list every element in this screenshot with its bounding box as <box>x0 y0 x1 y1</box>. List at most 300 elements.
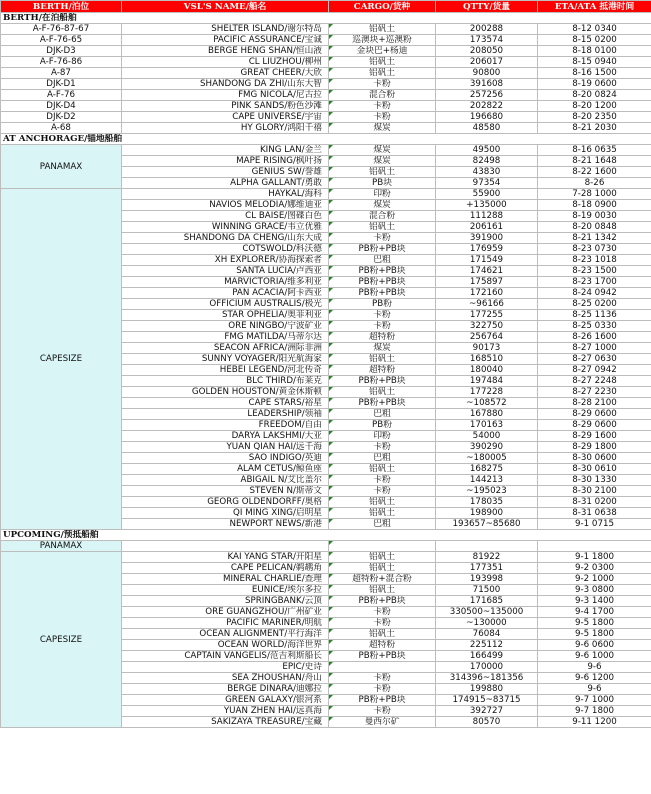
cargo-cell[interactable] <box>329 277 436 288</box>
eta-cell[interactable]: 9-6 <box>538 662 651 673</box>
vessel-name-cell[interactable]: SEACON AFRICA/洲际非洲 <box>122 343 329 354</box>
eta-cell[interactable]: 9-7 1800 <box>538 706 651 717</box>
cargo-cell[interactable] <box>329 46 436 57</box>
vessel-name-cell[interactable]: SANTA LUCIA/卢西亚 <box>122 266 329 277</box>
quantity-cell[interactable]: ~96166 <box>436 299 538 310</box>
table-row <box>1 123 651 134</box>
vessel-name-cell[interactable]: XH EXPLORER/协海探索者 <box>122 255 329 266</box>
quantity-cell[interactable]: 168510 <box>436 354 538 365</box>
cargo-cell[interactable] <box>329 68 436 79</box>
quantity-cell[interactable]: 90173 <box>436 343 538 354</box>
cargo-text: 卡粉 <box>373 112 391 122</box>
cargo-cell[interactable] <box>329 244 436 255</box>
quantity-cell[interactable]: ~195023 <box>436 486 538 497</box>
header-vessel-name[interactable]: VSL'S NAME/船名 <box>122 1 329 13</box>
vessel-name-cell[interactable]: SHANDONG DA ZHI/山东大智 <box>122 79 329 90</box>
vessel-class-cell[interactable]: PANAMAX <box>1 145 122 189</box>
eta-cell[interactable]: 8-18 0100 <box>538 46 651 57</box>
eta-cell[interactable]: 8-20 2350 <box>538 112 651 123</box>
eta-cell[interactable]: 8-31 0200 <box>538 497 651 508</box>
eta-cell[interactable]: 9-5 1800 <box>538 618 651 629</box>
eta-cell[interactable]: 9-3 0800 <box>538 585 651 596</box>
quantity-cell[interactable]: 54000 <box>436 431 538 442</box>
cargo-text: 铝矾土 <box>368 508 396 518</box>
vessel-name-cell[interactable]: WINNING GRACE/韦立优雅 <box>122 222 329 233</box>
quantity-cell[interactable]: 206017 <box>436 57 538 68</box>
eta-cell[interactable]: 9-6 <box>538 684 651 695</box>
cell-comment-marker <box>329 552 333 556</box>
eta-cell[interactable]: 9-5 1800 <box>538 629 651 640</box>
quantity-cell[interactable] <box>436 541 538 552</box>
cargo-cell[interactable] <box>329 321 436 332</box>
cell-comment-marker <box>329 420 333 424</box>
quantity-cell[interactable]: 111288 <box>436 211 538 222</box>
vessel-name-cell[interactable]: CAPE STARS/裕星 <box>122 398 329 409</box>
table-row <box>1 101 651 112</box>
eta-cell[interactable]: 8-23 1018 <box>538 255 651 266</box>
quantity-cell[interactable]: 176959 <box>436 244 538 255</box>
cell-comment-marker <box>329 354 333 358</box>
eta-cell[interactable]: 8-16 0635 <box>538 145 651 156</box>
quantity-cell[interactable]: 49500 <box>436 145 538 156</box>
eta-cell[interactable]: 8-26 <box>538 178 651 189</box>
berth-cell[interactable]: A-F-76-86 <box>1 57 122 68</box>
eta-cell[interactable]: 9-4 1700 <box>538 607 651 618</box>
quantity-cell[interactable]: 81922 <box>436 552 538 563</box>
cargo-cell[interactable] <box>329 585 436 596</box>
cargo-cell[interactable] <box>329 310 436 321</box>
berth-cell[interactable]: A-F-76-87-67 <box>1 24 122 35</box>
cargo-cell[interactable] <box>329 354 436 365</box>
vessel-name-cell[interactable]: GENIUS SW/誉雄 <box>122 167 329 178</box>
quantity-cell[interactable]: 197484 <box>436 376 538 387</box>
eta-cell[interactable]: 9-6 0600 <box>538 640 651 651</box>
eta-cell[interactable]: 9-6 1000 <box>538 651 651 662</box>
quantity-cell[interactable]: 202822 <box>436 101 538 112</box>
cargo-text: PB块 <box>372 178 392 188</box>
cargo-cell[interactable] <box>329 156 436 167</box>
cargo-cell[interactable] <box>329 123 436 134</box>
cargo-cell[interactable] <box>329 167 436 178</box>
cargo-text: PB粉+PB块 <box>358 288 406 298</box>
eta-cell[interactable]: 9-7 1000 <box>538 695 651 706</box>
section-header-row <box>1 134 651 145</box>
vessel-name-cell[interactable]: GREEN GALAXY/银河系 <box>122 695 329 706</box>
vessel-name-cell[interactable]: OCEAN WORLD/海洋世界 <box>122 640 329 651</box>
cargo-cell[interactable] <box>329 189 436 200</box>
vessel-name-cell[interactable]: KING LAN/金兰 <box>122 145 329 156</box>
eta-cell[interactable]: 8-31 0638 <box>538 508 651 519</box>
cargo-cell[interactable] <box>329 695 436 706</box>
eta-cell[interactable]: 8-23 1700 <box>538 277 651 288</box>
eta-cell[interactable]: 8-25 1136 <box>538 310 651 321</box>
berth-cell[interactable]: DJK-D3 <box>1 46 122 57</box>
berth-cell[interactable]: A-F-76-65 <box>1 35 122 46</box>
quantity-cell[interactable]: 391608 <box>436 79 538 90</box>
eta-cell[interactable]: 8-29 0600 <box>538 409 651 420</box>
vessel-name-cell[interactable]: ORE NINGBO/宁波矿业 <box>122 321 329 332</box>
eta-cell[interactable]: 8-20 1200 <box>538 101 651 112</box>
eta-cell[interactable]: 8-20 0848 <box>538 222 651 233</box>
vessel-name-cell[interactable]: YUAN ZHEN HAI/远真海 <box>122 706 329 717</box>
cargo-cell[interactable] <box>329 497 436 508</box>
eta-cell[interactable]: 8-30 0600 <box>538 453 651 464</box>
eta-cell[interactable]: 8-26 1600 <box>538 332 651 343</box>
vessel-name-cell[interactable]: OCEAN ALIGNMENT/平行海洋 <box>122 629 329 640</box>
vessel-name-cell[interactable]: CAPE UNIVERSE/宇宙 <box>122 112 329 123</box>
vessel-name-cell[interactable]: MAPE RISING/枫叶扬 <box>122 156 329 167</box>
eta-cell[interactable]: 8-27 2230 <box>538 387 651 398</box>
cargo-cell[interactable] <box>329 387 436 398</box>
quantity-cell[interactable]: 170000 <box>436 662 538 673</box>
berth-cell[interactable]: DJK-D4 <box>1 101 122 112</box>
cargo-cell[interactable] <box>329 409 436 420</box>
cargo-text: 煤炭 <box>373 145 391 155</box>
cargo-cell[interactable] <box>329 343 436 354</box>
eta-cell[interactable]: 9-3 1400 <box>538 596 651 607</box>
cargo-cell[interactable] <box>329 178 436 189</box>
quantity-cell[interactable]: 76084 <box>436 629 538 640</box>
quantity-cell[interactable]: 166499 <box>436 651 538 662</box>
cargo-text: 铝矾土 <box>368 354 396 364</box>
cargo-text: 曼西尔矿 <box>364 717 400 727</box>
quantity-cell[interactable]: 174621 <box>436 266 538 277</box>
vessel-name-cell[interactable]: EUNICE/埃尔多拉 <box>122 585 329 596</box>
eta-cell[interactable]: 8-24 0942 <box>538 288 651 299</box>
cargo-cell[interactable] <box>329 431 436 442</box>
eta-cell[interactable]: 9-1 1800 <box>538 552 651 563</box>
cargo-cell[interactable] <box>329 365 436 376</box>
cargo-cell[interactable] <box>329 233 436 244</box>
cargo-cell[interactable] <box>329 541 436 552</box>
vessel-name-cell[interactable]: SAKIZAYA TREASURE/宝藏 <box>122 717 329 728</box>
quantity-cell[interactable]: 225112 <box>436 640 538 651</box>
quantity-cell[interactable]: 82498 <box>436 156 538 167</box>
eta-cell[interactable]: 8-29 1800 <box>538 442 651 453</box>
cargo-cell[interactable] <box>329 332 436 343</box>
vessel-name-cell[interactable]: BERGE HENG SHAN/恒山液 <box>122 46 329 57</box>
vessel-name-cell[interactable]: GOLDEN HOUSTON/黄金休斯顿 <box>122 387 329 398</box>
berth-cell[interactable]: DJK-D2 <box>1 112 122 123</box>
cell-comment-marker <box>329 255 333 259</box>
cargo-cell[interactable] <box>329 552 436 563</box>
cargo-cell[interactable] <box>329 574 436 585</box>
eta-cell[interactable]: 9-2 1000 <box>538 574 651 585</box>
quantity-cell[interactable]: 193998 <box>436 574 538 585</box>
quantity-cell[interactable]: 168275 <box>436 464 538 475</box>
quantity-cell[interactable]: 390290 <box>436 442 538 453</box>
eta-cell[interactable]: 8-16 1500 <box>538 68 651 79</box>
vessel-class-cell[interactable]: PANAMAX <box>1 541 122 552</box>
cargo-cell[interactable] <box>329 101 436 112</box>
eta-cell[interactable]: 8-30 0610 <box>538 464 651 475</box>
quantity-cell[interactable]: 171685 <box>436 596 538 607</box>
eta-cell[interactable]: 9-11 1200 <box>538 717 651 728</box>
cargo-cell[interactable] <box>329 299 436 310</box>
quantity-cell[interactable]: 71500 <box>436 585 538 596</box>
vessel-class-cell[interactable]: CAPESIZE <box>1 189 122 530</box>
cargo-cell[interactable] <box>329 24 436 35</box>
quantity-cell[interactable]: 322750 <box>436 321 538 332</box>
quantity-cell[interactable]: 174915~83715 <box>436 695 538 706</box>
quantity-cell[interactable]: 180040 <box>436 365 538 376</box>
cell-comment-marker <box>329 387 333 391</box>
quantity-cell[interactable]: 392727 <box>436 706 538 717</box>
vessel-name-cell[interactable]: SAO INDIGO/英迪 <box>122 453 329 464</box>
cargo-cell[interactable] <box>329 376 436 387</box>
cargo-cell[interactable] <box>329 90 436 101</box>
cargo-cell[interactable] <box>329 629 436 640</box>
vessel-name-cell[interactable]: BLC THIRD/布莱克 <box>122 376 329 387</box>
vessel-name-cell[interactable]: KAI YANG STAR/开阳星 <box>122 552 329 563</box>
cargo-cell[interactable] <box>329 79 436 90</box>
eta-cell[interactable]: 9-1 0715 <box>538 519 651 530</box>
vessel-name-cell[interactable]: CL BAISE/图碟白色 <box>122 211 329 222</box>
quantity-cell[interactable]: 257256 <box>436 90 538 101</box>
quantity-cell[interactable]: 206161 <box>436 222 538 233</box>
vessel-name-cell[interactable]: COTSWOLD/科沃德 <box>122 244 329 255</box>
vessel-name-cell[interactable]: GEORG OLDENDORFF/奥格 <box>122 497 329 508</box>
cargo-text: PB粉 <box>372 420 392 430</box>
cargo-cell[interactable] <box>329 266 436 277</box>
cargo-text: PB粉+PB块 <box>358 266 406 276</box>
cargo-cell[interactable] <box>329 255 436 266</box>
eta-cell[interactable]: 8-27 2248 <box>538 376 651 387</box>
vessel-name-cell[interactable]: SHANDONG DA CHENG/山东大成 <box>122 233 329 244</box>
table-row <box>1 68 651 79</box>
quantity-cell[interactable]: 55900 <box>436 189 538 200</box>
cargo-cell[interactable] <box>329 442 436 453</box>
eta-cell[interactable]: 8-18 0900 <box>538 200 651 211</box>
vessel-name-cell[interactable]: OFFICIUM AUSTRALIS/极光 <box>122 299 329 310</box>
berth-cell[interactable]: A-68 <box>1 123 122 134</box>
cargo-cell[interactable] <box>329 420 436 431</box>
cargo-cell[interactable] <box>329 35 436 46</box>
quantity-cell[interactable]: 177255 <box>436 310 538 321</box>
quantity-cell[interactable]: ~108572 <box>436 398 538 409</box>
eta-cell[interactable]: 8-21 2030 <box>538 123 651 134</box>
quantity-cell[interactable]: 170163 <box>436 420 538 431</box>
vessel-name-cell[interactable]: QI MING XING/启明星 <box>122 508 329 519</box>
vessel-name-cell[interactable]: PINK SANDS/粉色沙滩 <box>122 101 329 112</box>
eta-cell[interactable]: 8-28 2100 <box>538 398 651 409</box>
cargo-cell[interactable] <box>329 57 436 68</box>
cargo-text: 卡粉 <box>373 310 391 320</box>
cargo-cell[interactable] <box>329 145 436 156</box>
cargo-text: 卡粉 <box>373 475 391 485</box>
cargo-cell[interactable] <box>329 475 436 486</box>
cell-comment-marker <box>329 145 333 149</box>
table-row <box>1 552 651 563</box>
eta-cell[interactable]: 8-29 0600 <box>538 420 651 431</box>
eta-cell[interactable]: 7-28 1000 <box>538 189 651 200</box>
cell-comment-marker <box>329 398 333 402</box>
vessel-name-cell[interactable]: FREEDOM/自由 <box>122 420 329 431</box>
vessel-name-cell[interactable]: HAYKAL/海科 <box>122 189 329 200</box>
eta-cell[interactable]: 8-23 1500 <box>538 266 651 277</box>
vessel-name-cell[interactable]: ALAM CETUS/鲸鱼座 <box>122 464 329 475</box>
section-title: AT ANCHORAGE/锚地船舶 <box>1 134 651 145</box>
eta-cell[interactable] <box>538 541 651 552</box>
vessel-name-cell[interactable]: HEBEI LEGEND/河北传奇 <box>122 365 329 376</box>
quantity-cell[interactable]: 173574 <box>436 35 538 46</box>
cargo-cell[interactable] <box>329 618 436 629</box>
eta-cell[interactable]: 8-30 1330 <box>538 475 651 486</box>
vessel-name-cell[interactable]: MINERAL CHARLIE/查理 <box>122 574 329 585</box>
vessel-name-cell[interactable]: DARYA LAKSHMI/大亚 <box>122 431 329 442</box>
cargo-cell[interactable] <box>329 684 436 695</box>
eta-cell[interactable]: 8-27 1000 <box>538 343 651 354</box>
eta-cell[interactable]: 8-15 0200 <box>538 35 651 46</box>
eta-cell[interactable]: 8-27 0942 <box>538 365 651 376</box>
quantity-cell[interactable]: 330500~135000 <box>436 607 538 618</box>
cargo-text: PB粉+PB块 <box>358 596 406 606</box>
quantity-cell[interactable]: 144213 <box>436 475 538 486</box>
vessel-name-cell[interactable]: LEADERSHIP/领袖 <box>122 409 329 420</box>
header-berth[interactable]: BERTH/泊位 <box>1 1 122 13</box>
vessel-class-cell[interactable]: CAPESIZE <box>1 552 122 728</box>
quantity-cell[interactable]: 43830 <box>436 167 538 178</box>
vessel-name-cell[interactable]: ORE GUANGZHOU/广州矿业 <box>122 607 329 618</box>
quantity-cell[interactable]: 172160 <box>436 288 538 299</box>
quantity-cell[interactable]: +135000 <box>436 200 538 211</box>
cargo-text: PB粉+PB块 <box>358 398 406 408</box>
cell-comment-marker <box>329 541 333 545</box>
cargo-cell[interactable] <box>329 651 436 662</box>
cargo-cell[interactable] <box>329 596 436 607</box>
vessel-name-cell[interactable]: CL LIUZHOU/柳州 <box>122 57 329 68</box>
cargo-text: 铝矾土 <box>368 552 396 562</box>
vessel-name-cell[interactable]: SPRINGBANK/云顶 <box>122 596 329 607</box>
cargo-cell[interactable] <box>329 563 436 574</box>
eta-cell[interactable]: 8-23 0730 <box>538 244 651 255</box>
cargo-cell[interactable] <box>329 112 436 123</box>
quantity-cell[interactable]: 178035 <box>436 497 538 508</box>
quantity-cell[interactable]: 80570 <box>436 717 538 728</box>
cargo-cell[interactable] <box>329 222 436 233</box>
cell-comment-marker <box>329 57 333 61</box>
vessel-name-cell[interactable]: STAR OPHELIA/奥菲利亚 <box>122 310 329 321</box>
eta-cell[interactable]: 8-27 0630 <box>538 354 651 365</box>
quantity-cell[interactable]: 199880 <box>436 684 538 695</box>
quantity-cell[interactable]: 193657~85680 <box>436 519 538 530</box>
vessel-name-cell[interactable]: FMG MATILDA/马蒂尔达 <box>122 332 329 343</box>
quantity-cell[interactable]: 196680 <box>436 112 538 123</box>
cargo-cell[interactable] <box>329 464 436 475</box>
vessel-name-cell[interactable]: NEWPORT NEWS/新港 <box>122 519 329 530</box>
vessel-name-cell[interactable]: NAVIOS MELODIA/娜维迪亚 <box>122 200 329 211</box>
cargo-text: 铝矾土 <box>368 387 396 397</box>
quantity-cell[interactable]: 198900 <box>436 508 538 519</box>
vessel-name-cell[interactable]: YUAN QIAN HAI/远千海 <box>122 442 329 453</box>
cargo-cell[interactable] <box>329 607 436 618</box>
header-eta[interactable]: ETA/ATA 抵港时间 <box>538 1 651 13</box>
section-header-row <box>1 13 651 24</box>
quantity-cell[interactable]: 177228 <box>436 387 538 398</box>
vessel-name-cell[interactable]: HY GLORY/鸿阳千禧 <box>122 123 329 134</box>
vessel-name-cell[interactable]: PACIFIC ASSURANCE/宝诚 <box>122 35 329 46</box>
vessel-name-cell[interactable] <box>122 541 329 552</box>
eta-cell[interactable]: 8-30 2100 <box>538 486 651 497</box>
vessel-name-cell[interactable]: GREAT CHEER/大欣 <box>122 68 329 79</box>
cargo-cell[interactable] <box>329 486 436 497</box>
vessel-name-cell[interactable]: PACIFIC MARINER/明航 <box>122 618 329 629</box>
eta-cell[interactable]: 8-12 0340 <box>538 24 651 35</box>
eta-cell[interactable]: 9-2 0300 <box>538 563 651 574</box>
berth-cell[interactable]: DJK-D1 <box>1 79 122 90</box>
cargo-cell[interactable] <box>329 662 436 673</box>
eta-cell[interactable]: 8-21 1342 <box>538 233 651 244</box>
cargo-cell[interactable] <box>329 640 436 651</box>
quantity-cell[interactable]: 208050 <box>436 46 538 57</box>
vessel-name-cell[interactable]: STEVEN N/斯蒂文 <box>122 486 329 497</box>
quantity-cell[interactable]: 314396~181356 <box>436 673 538 684</box>
cargo-cell[interactable] <box>329 519 436 530</box>
vessel-name-cell[interactable]: ABIGAIL N/艾比盖尔 <box>122 475 329 486</box>
vessel-name-cell[interactable]: FMG NICOLA/尼古拉 <box>122 90 329 101</box>
vessel-name-cell[interactable]: CAPTAIN VANGELIS/范吉利斯船长 <box>122 651 329 662</box>
eta-cell[interactable]: 8-25 0200 <box>538 299 651 310</box>
eta-cell[interactable]: 8-25 0330 <box>538 321 651 332</box>
eta-cell[interactable]: 8-22 1600 <box>538 167 651 178</box>
cargo-cell[interactable] <box>329 717 436 728</box>
quantity-cell[interactable]: 167880 <box>436 409 538 420</box>
cargo-cell[interactable] <box>329 706 436 717</box>
eta-cell[interactable]: 8-15 0940 <box>538 57 651 68</box>
eta-cell[interactable]: 9-6 1200 <box>538 673 651 684</box>
quantity-cell[interactable]: 391900 <box>436 233 538 244</box>
quantity-cell[interactable]: ~130000 <box>436 618 538 629</box>
eta-cell[interactable]: 8-29 1600 <box>538 431 651 442</box>
eta-cell[interactable]: 8-19 0030 <box>538 211 651 222</box>
eta-cell[interactable]: 8-19 0600 <box>538 79 651 90</box>
berth-cell[interactable]: A-F-76 <box>1 90 122 101</box>
quantity-cell[interactable]: ~180005 <box>436 453 538 464</box>
quantity-cell[interactable]: 177351 <box>436 563 538 574</box>
cargo-cell[interactable] <box>329 508 436 519</box>
eta-cell[interactable]: 8-21 1648 <box>538 156 651 167</box>
cell-comment-marker <box>329 596 333 600</box>
eta-cell[interactable]: 8-20 0824 <box>538 90 651 101</box>
cargo-cell[interactable] <box>329 398 436 409</box>
quantity-cell[interactable]: 200288 <box>436 24 538 35</box>
cargo-cell[interactable] <box>329 453 436 464</box>
header-cargo[interactable]: CARGO/货种 <box>329 1 436 13</box>
cargo-cell[interactable] <box>329 288 436 299</box>
quantity-cell[interactable]: 171549 <box>436 255 538 266</box>
quantity-cell[interactable]: 256764 <box>436 332 538 343</box>
cell-comment-marker <box>329 519 333 523</box>
cargo-cell[interactable] <box>329 200 436 211</box>
vessel-name-cell[interactable]: SUNNY VOYAGER/阳光航海家 <box>122 354 329 365</box>
quantity-cell[interactable]: 48580 <box>436 123 538 134</box>
vessel-name-cell[interactable]: PAN ACACIA/阿卡西亚 <box>122 288 329 299</box>
vessel-name-cell[interactable]: BERGE DINARA/迪娜拉 <box>122 684 329 695</box>
vessel-name-cell[interactable]: CAPE PELICAN/鹈鹕角 <box>122 563 329 574</box>
header-quantity[interactable]: QTTY/货量 <box>436 1 538 13</box>
vessel-name-cell[interactable]: ALPHA GALLANT/勇敢 <box>122 178 329 189</box>
vessel-name-cell[interactable]: SHELTER ISLAND/谢尔特岛 <box>122 24 329 35</box>
vessel-name-cell[interactable]: EPIC/史诗 <box>122 662 329 673</box>
cargo-cell[interactable] <box>329 673 436 684</box>
vessel-name-cell[interactable]: SEA ZHOUSHAN/舟山 <box>122 673 329 684</box>
quantity-cell[interactable]: 90800 <box>436 68 538 79</box>
quantity-cell[interactable]: 175897 <box>436 277 538 288</box>
quantity-cell[interactable]: 97354 <box>436 178 538 189</box>
cargo-cell[interactable] <box>329 211 436 222</box>
berth-cell[interactable]: A-87 <box>1 68 122 79</box>
vessel-name-cell[interactable]: MARVICTORIA/维多利亚 <box>122 277 329 288</box>
